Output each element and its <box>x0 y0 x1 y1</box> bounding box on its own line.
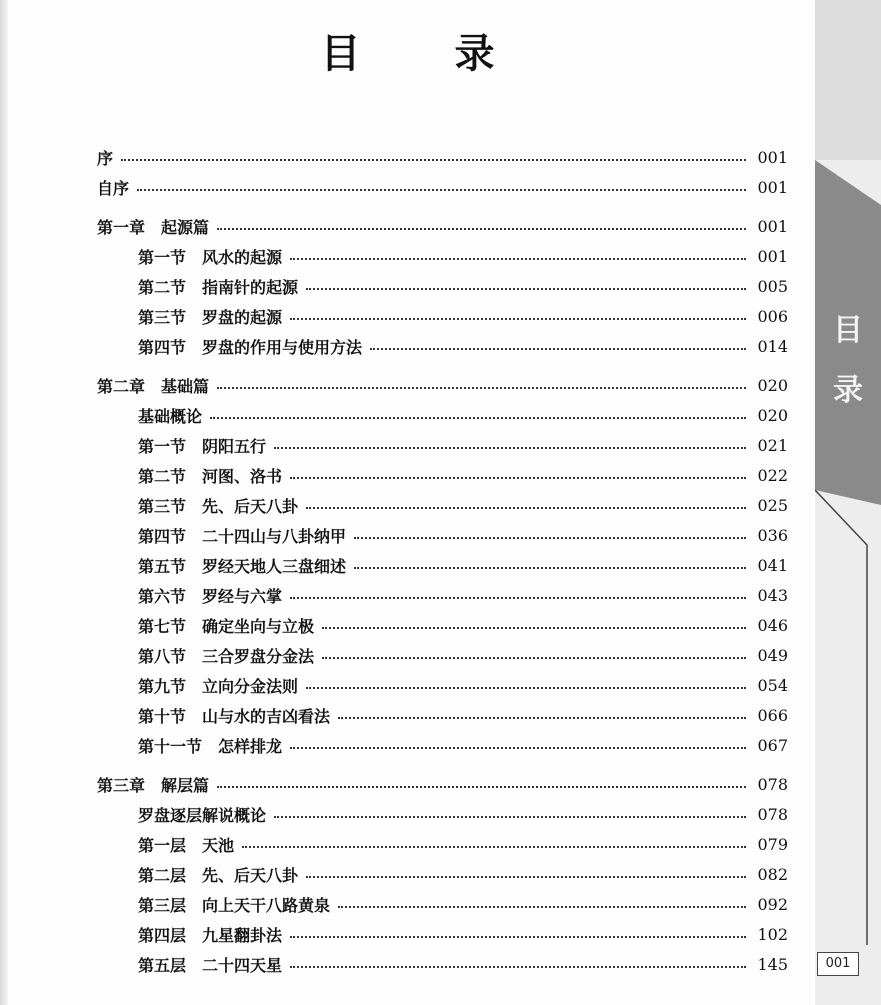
toc-section-entry <box>138 952 788 976</box>
toc-entry-page: 001 <box>757 147 788 167</box>
toc-entry-label: 第一层 天池 <box>138 835 235 855</box>
toc-section-entry <box>138 304 788 328</box>
toc-leader-dots <box>290 747 746 749</box>
toc-leader-dots <box>290 936 746 938</box>
page-gutter-shadow <box>0 0 8 1005</box>
toc-entry-label: 第七节 确定坐向与立极 <box>138 616 315 636</box>
toc-section-entry <box>138 733 788 757</box>
toc-entry-page: 005 <box>757 276 788 296</box>
toc-entry-page: 054 <box>757 675 788 695</box>
toc-entry-page: 046 <box>757 615 788 635</box>
toc-entry-label: 第四节 二十四山与八卦纳甲 <box>138 526 347 546</box>
toc-chapter-entry <box>97 214 788 238</box>
toc-section-entry <box>138 433 788 457</box>
toc-entry-page: 020 <box>757 375 788 395</box>
toc-section-entry <box>138 334 788 358</box>
toc-leader-dots <box>322 627 746 629</box>
toc-entry-page: 014 <box>757 336 788 356</box>
toc-section-entry <box>138 463 788 487</box>
toc-leader-dots <box>306 507 746 509</box>
toc-entry-page: 043 <box>757 585 788 605</box>
toc-leader-dots <box>290 966 746 968</box>
toc-section-entry <box>138 643 788 667</box>
toc-entry-label: 第三层 向上天干八路黄泉 <box>138 895 331 915</box>
toc-entry-label: 基础概论 <box>138 406 203 426</box>
toc-entry-label: 第二章 基础篇 <box>97 376 210 396</box>
toc-entry-page: 006 <box>757 306 788 326</box>
toc-entry-page: 049 <box>757 645 788 665</box>
toc-entry-page: 020 <box>757 405 788 425</box>
toc-entry-page: 001 <box>757 177 788 197</box>
toc-section-entry <box>138 832 788 856</box>
toc-leader-dots <box>290 258 746 260</box>
toc-entry-page: 022 <box>757 465 788 485</box>
toc-section-entry <box>138 613 788 637</box>
toc-entry-page: 145 <box>757 954 788 974</box>
toc-section-entry <box>138 673 788 697</box>
toc-entry-label: 第九节 立向分金法则 <box>138 676 299 696</box>
toc-leader-dots <box>210 417 746 419</box>
side-tab-shape <box>815 0 881 1005</box>
toc-entry-label: 第一章 起源篇 <box>97 217 210 237</box>
side-thumb-tab <box>815 0 881 1005</box>
toc-leader-dots <box>370 348 746 350</box>
toc-chapter-entry <box>97 373 788 397</box>
toc-entry-page: 078 <box>757 774 788 794</box>
toc-entry-page: 036 <box>757 525 788 545</box>
side-tab-char-2: 录 <box>833 373 863 408</box>
toc-entry-label: 第三节 先、后天八卦 <box>138 496 299 516</box>
toc-section-entry <box>138 244 788 268</box>
toc-entry-label: 序 <box>97 148 114 168</box>
toc-entry-label: 第五层 二十四天星 <box>138 955 283 975</box>
toc-entry-page: 067 <box>757 735 788 755</box>
toc-entry-page: 092 <box>757 894 788 914</box>
toc-leader-dots <box>306 288 746 290</box>
toc-chapter-entry <box>97 772 788 796</box>
toc-leader-dots <box>354 567 746 569</box>
toc-entry-label: 第五节 罗经天地人三盘细述 <box>138 556 347 576</box>
toc-entry-label: 第十一节 怎样排龙 <box>138 736 283 756</box>
toc-entry-page: 025 <box>757 495 788 515</box>
toc-entry-label: 第一节 风水的起源 <box>138 247 283 267</box>
toc-leader-dots <box>217 228 746 230</box>
toc-entry-label: 第十节 山与水的吉凶看法 <box>138 706 331 726</box>
toc-entry-label: 第二节 河图、洛书 <box>138 466 283 486</box>
toc-section-entry <box>138 523 788 547</box>
toc-entry-label: 第六节 罗经与六掌 <box>138 586 283 606</box>
side-tab-char-1: 目 <box>833 313 863 348</box>
toc-leader-dots <box>121 159 746 161</box>
toc-entry-label: 第三节 罗盘的起源 <box>138 307 283 327</box>
page-number-badge: 001 <box>817 952 859 976</box>
toc-leader-dots <box>338 906 746 908</box>
toc-entry-page: 021 <box>757 435 788 455</box>
toc-entry-page: 082 <box>757 864 788 884</box>
toc-leader-dots <box>274 816 746 818</box>
toc-entry-label: 第一节 阴阳五行 <box>138 436 267 456</box>
toc-leader-dots <box>322 657 746 659</box>
toc-entry-label: 第四节 罗盘的作用与使用方法 <box>138 337 363 357</box>
toc-entry-label: 自序 <box>97 178 130 198</box>
toc-section-entry <box>138 922 788 946</box>
page-title: 目 录 <box>320 30 535 77</box>
toc-entry-label: 罗盘逐层解说概论 <box>138 805 267 825</box>
toc-entry-page: 079 <box>757 834 788 854</box>
toc-entry-label: 第四层 九星翻卦法 <box>138 925 283 945</box>
toc-entry-label: 第二节 指南针的起源 <box>138 277 299 297</box>
toc-leader-dots <box>217 387 746 389</box>
toc-leader-dots <box>306 687 746 689</box>
toc-section-entry <box>138 493 788 517</box>
toc-leader-dots <box>137 189 746 191</box>
toc-entry-page: 041 <box>757 555 788 575</box>
toc-leader-dots <box>290 318 746 320</box>
toc-entry-page: 001 <box>757 246 788 266</box>
toc-entry-label: 第二层 先、后天八卦 <box>138 865 299 885</box>
toc-leader-dots <box>274 447 746 449</box>
toc-section-entry <box>138 274 788 298</box>
toc-entry-label: 第八节 三合罗盘分金法 <box>138 646 315 666</box>
toc-entry-page: 066 <box>757 705 788 725</box>
toc-section-entry <box>138 703 788 727</box>
toc-section-entry <box>138 403 788 427</box>
toc-entry-page: 078 <box>757 804 788 824</box>
toc-entry-page: 001 <box>757 216 788 236</box>
toc-leader-dots <box>354 537 746 539</box>
toc-chapter-entry <box>97 175 788 199</box>
toc-leader-dots <box>306 876 746 878</box>
toc-section-entry <box>138 892 788 916</box>
toc-leader-dots <box>217 786 746 788</box>
toc-section-entry <box>138 862 788 886</box>
toc-leader-dots <box>338 717 746 719</box>
toc-section-entry <box>138 553 788 577</box>
toc-entry-label: 第三章 解层篇 <box>97 775 210 795</box>
toc-leader-dots <box>290 597 746 599</box>
toc-leader-dots <box>242 846 746 848</box>
toc-chapter-entry <box>97 145 788 169</box>
toc-section-entry <box>138 583 788 607</box>
toc-leader-dots <box>290 477 746 479</box>
toc-section-entry <box>138 802 788 826</box>
toc-entry-page: 102 <box>757 924 788 944</box>
